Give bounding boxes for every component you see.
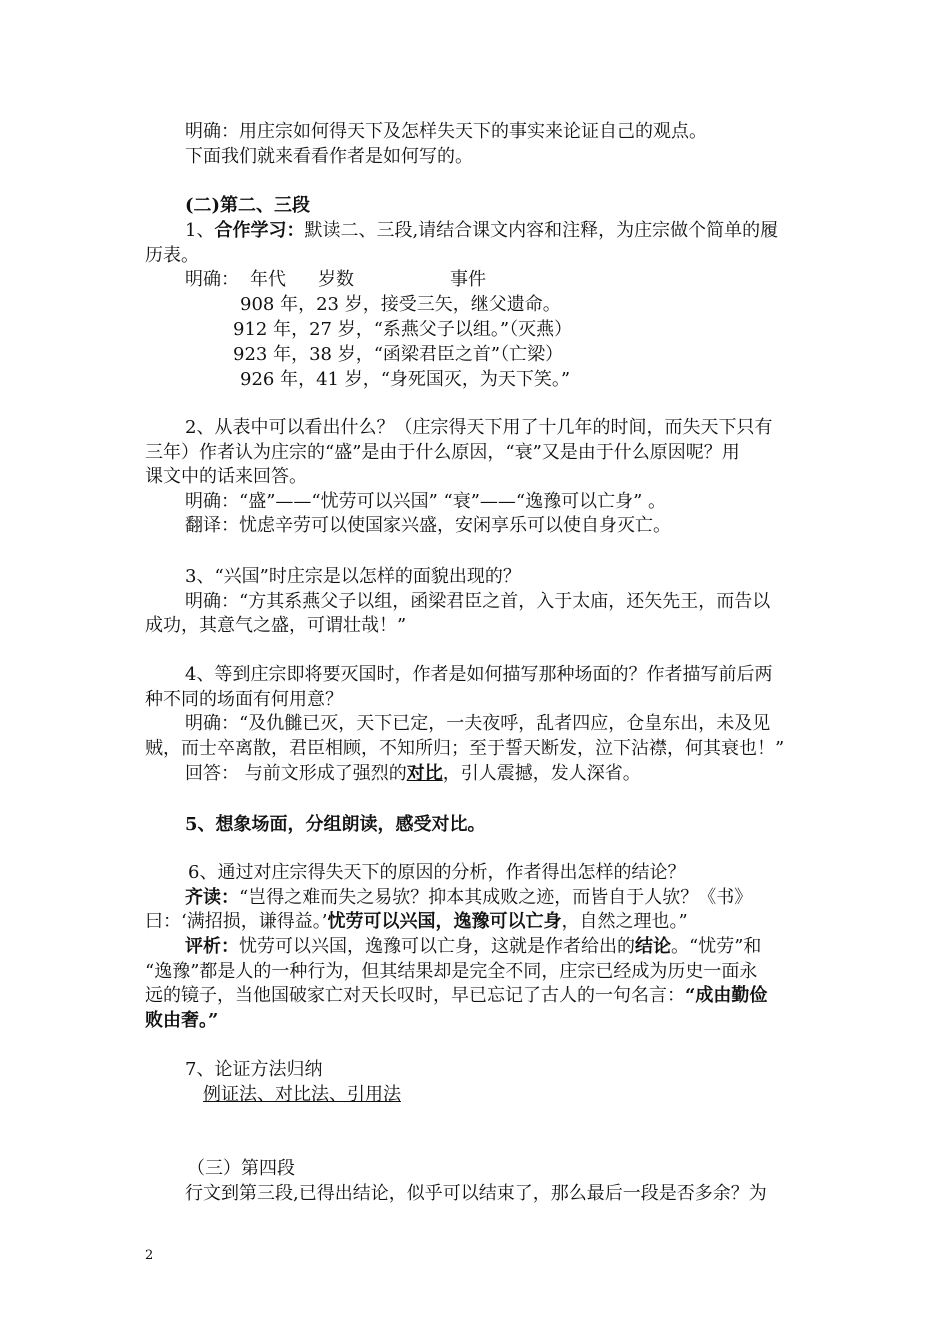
q7-heading: 7、论证方法归纳	[185, 1059, 323, 1080]
section3-text: 行文到第三段,已得出结论，似乎可以结束了，那么最后一段是否多余？为	[185, 1183, 767, 1204]
section3-heading: （三）第四段	[187, 1158, 295, 1179]
q3-question: 3、“兴国”时庄宗是以怎样的面貌出现的？	[185, 566, 521, 587]
table-row: 926 年，41 岁，“身死国灭，为天下笑。”	[240, 369, 571, 390]
q3-mingque-line: 成功，其意气之盛，可谓壮哉！”	[145, 615, 407, 636]
q6-qidu-line	[145, 910, 688, 934]
q4-answer-prefix: 回答： 与前文形成了强烈的	[185, 763, 407, 784]
q4-question-line: 4、等到庄宗即将要灭国时，作者是如何描写那种场面的？作者描写前后两	[185, 664, 773, 685]
table-row: 923 年，38 岁，“函梁君臣之首”（亡梁）	[233, 344, 564, 365]
q6-qidu-line	[185, 886, 752, 910]
q2-mingque: 明确：“盛”——“忧劳可以兴国” “衰”——“逸豫可以亡身” 。	[185, 491, 667, 512]
q6-question: 6、通过对庄宗得失天下的原因的分析，作者得出怎样的结论？	[188, 862, 686, 883]
q1-text: 默读二、三段,请结合课文内容和注释，为庄宗做个简单的履	[304, 220, 779, 241]
q2-fanyi: 翻译：忧虑辛劳可以使国家兴盛，安闲享乐可以使自身灭亡。	[185, 515, 671, 536]
table-row: 912 年，27 岁，“系燕父子以组。”（灭燕）	[233, 319, 573, 340]
table-col-age: 岁数	[318, 269, 354, 290]
table-row: 908 年，23 岁，接受三矢，继父遗命。	[240, 294, 561, 315]
table-col-event: 事件	[450, 269, 486, 290]
q1-continuation: 历表。	[145, 245, 199, 266]
q2-line: 2、从表中可以看出什么？（庄宗得天下用了十几年的时间，而失天下只有	[185, 417, 773, 438]
q6-pingxi-part: 忧劳可以兴国，逸豫可以亡身，这就是作者给出的	[239, 936, 635, 957]
q6-pingxi-bold: “成由勤俭	[685, 985, 768, 1006]
q6-pingxi-label: 评析：	[185, 936, 239, 957]
q7-methods: 例证法、对比法、引用法	[203, 1084, 401, 1105]
q6-pingxi-line	[145, 984, 767, 1008]
q1-bold-label: 合作学习：	[214, 220, 305, 241]
q6-qidu-part: ，自然之理也。”	[561, 911, 688, 932]
q2-line: 三年）作者认为庄宗的“盛”是由于什么原因，“衰”又是由于什么原因呢？用	[145, 442, 740, 463]
q6-pingxi-line: “逸豫”都是人的一种行为，但其结果却是完全不同，庄宗已经成为历史一面永	[145, 961, 758, 982]
q1-line	[185, 219, 778, 243]
page-number: 2	[145, 1248, 154, 1263]
q3-mingque-line: 明确：“方其系燕父子以组，函梁君臣之首，入于太庙，还矢先王，而告以	[185, 591, 771, 612]
q4-answer-suffix: ，引人震撼，发人深省。	[442, 763, 641, 784]
q4-mingque-line: 明确：“及仇雠已灭，天下已定，一夫夜呼，乱者四应，仓皇东出，未及见	[185, 713, 771, 734]
section2-heading: (二)第二、三段	[185, 195, 311, 216]
q5-heading: 5、想象场面，分组朗读，感受对比。	[185, 814, 486, 835]
q6-qidu-bold: 忧劳可以兴国，逸豫可以亡身	[327, 911, 562, 932]
q6-pingxi-part: 远的镜子，当他国破家亡对天长叹时，早已忘记了古人的一句名言：	[145, 985, 685, 1006]
q6-qidu-part: 曰：‘满招损，谦得益。’	[145, 911, 328, 932]
q6-qidu-label: 齐读：	[185, 887, 239, 908]
q6-qidu-text: “岂得之难而失之易欤？抑本其成败之迹，而皆自于人欤？《书》	[239, 887, 753, 908]
q1-number: 1、	[185, 220, 215, 241]
table-col-year: 年代	[250, 269, 286, 290]
intro-mingque: 明确：用庄宗如何得天下及怎样失天下的事实来论证自己的观点。	[185, 121, 707, 142]
q4-question-line: 种不同的场面有何用意？	[145, 689, 343, 710]
q4-mingque-line: 贼，而士卒离散，君臣相顾，不知所归；至于誓天断发，泣下沾襟，何其衰也！”	[145, 738, 785, 759]
q4-answer	[185, 762, 641, 786]
q4-answer-emphasis: 对比	[406, 763, 443, 784]
q6-pingxi-line	[185, 935, 761, 959]
intro-transition: 下面我们就来看看作者是如何写的。	[185, 146, 473, 167]
q6-pingxi-part: 。“忧劳”和	[671, 936, 762, 957]
q6-pingxi-bold: 结论	[635, 936, 671, 957]
table-label: 明确：	[185, 269, 239, 290]
q2-line: 课文中的话来回答。	[145, 466, 307, 487]
q6-pingxi-line: 败由奢。”	[145, 1010, 219, 1031]
